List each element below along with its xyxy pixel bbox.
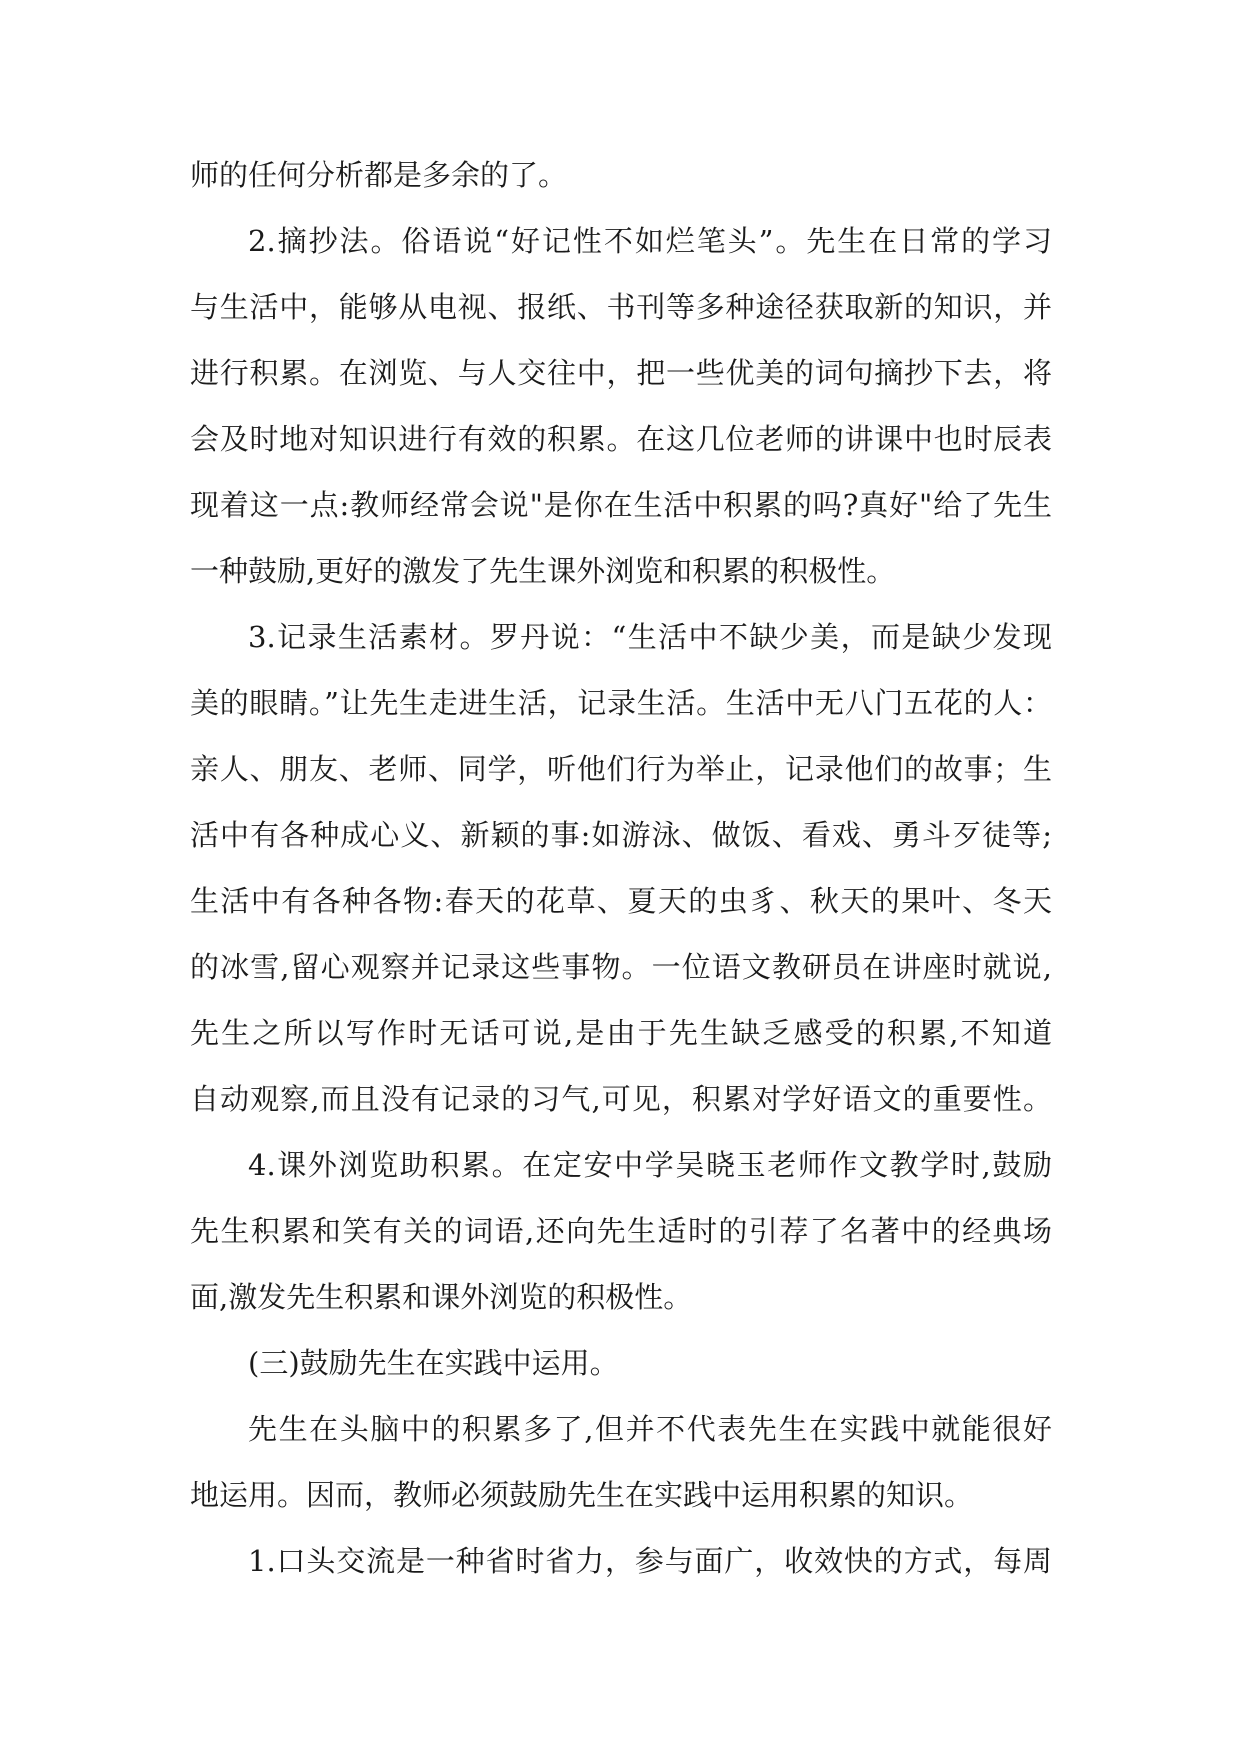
text-line: 的冰雪,留心观察并记录这些事物。一位语文教研员在讲座时就说, [190, 950, 1052, 984]
paragraph-first-line: 2.摘抄法。俗语说“好记性不如烂笔头”。先生在日常的学习 [248, 224, 1052, 258]
text-line: 会及时地对知识进行有效的积累。在这几位老师的讲课中也时辰表 [190, 422, 1052, 456]
text-line: 美的眼睛。”让先生走进生活，记录生活。生活中无八门五花的人： [190, 686, 1052, 720]
text-line: 自动观察,而且没有记录的习气,可见，积累对学好语文的重要性。 [190, 1082, 1052, 1116]
paragraph-first-line: 4.课外浏览助积累。在定安中学吴晓玉老师作文教学时,鼓励 [248, 1148, 1052, 1182]
text-line: 先生之所以写作时无话可说,是由于先生缺乏感受的积累,不知道 [190, 1016, 1052, 1050]
paragraph-first-line: 先生在头脑中的积累多了,但并不代表先生在实践中就能很好 [248, 1412, 1052, 1446]
text-line: 亲人、朋友、老师、同学，听他们行为举止，记录他们的故事；生 [190, 752, 1052, 786]
text-line: 面,激发先生积累和课外浏览的积极性。 [190, 1280, 693, 1314]
text-line: 进行积累。在浏览、与人交往中，把一些优美的词句摘抄下去，将 [190, 356, 1052, 390]
text-line: 师的任何分析都是多余的了。 [190, 158, 568, 192]
text-line: 地运用。因而，教师必须鼓励先生在实践中运用积累的知识。 [190, 1478, 974, 1512]
paragraph-first-line: 1.口头交流是一种省时省力，参与面广，收效快的方式，每周 [248, 1544, 1052, 1578]
text-line: 生活中有各种各物:春天的花草、夏天的虫豸、秋天的果叶、冬天 [190, 884, 1052, 918]
text-line: 与生活中，能够从电视、报纸、书刊等多种途径获取新的知识，并 [190, 290, 1052, 324]
text-line: 一种鼓励,更好的激发了先生课外浏览和积累的积极性。 [190, 554, 896, 588]
section-heading: (三)鼓励先生在实践中运用。 [248, 1346, 619, 1380]
text-line: 活中有各种成心义、新颖的事:如游泳、做饭、看戏、勇斗歹徒等; [190, 818, 1052, 852]
paragraph-first-line: 3.记录生活素材。罗丹说：“生活中不缺少美，而是缺少发现 [248, 620, 1052, 654]
text-line: 现着这一点:教师经常会说"是你在生活中积累的吗?真好"给了先生 [190, 488, 1052, 522]
text-line: 先生积累和笑有关的词语,还向先生适时的引荐了名著中的经典场 [190, 1214, 1052, 1248]
